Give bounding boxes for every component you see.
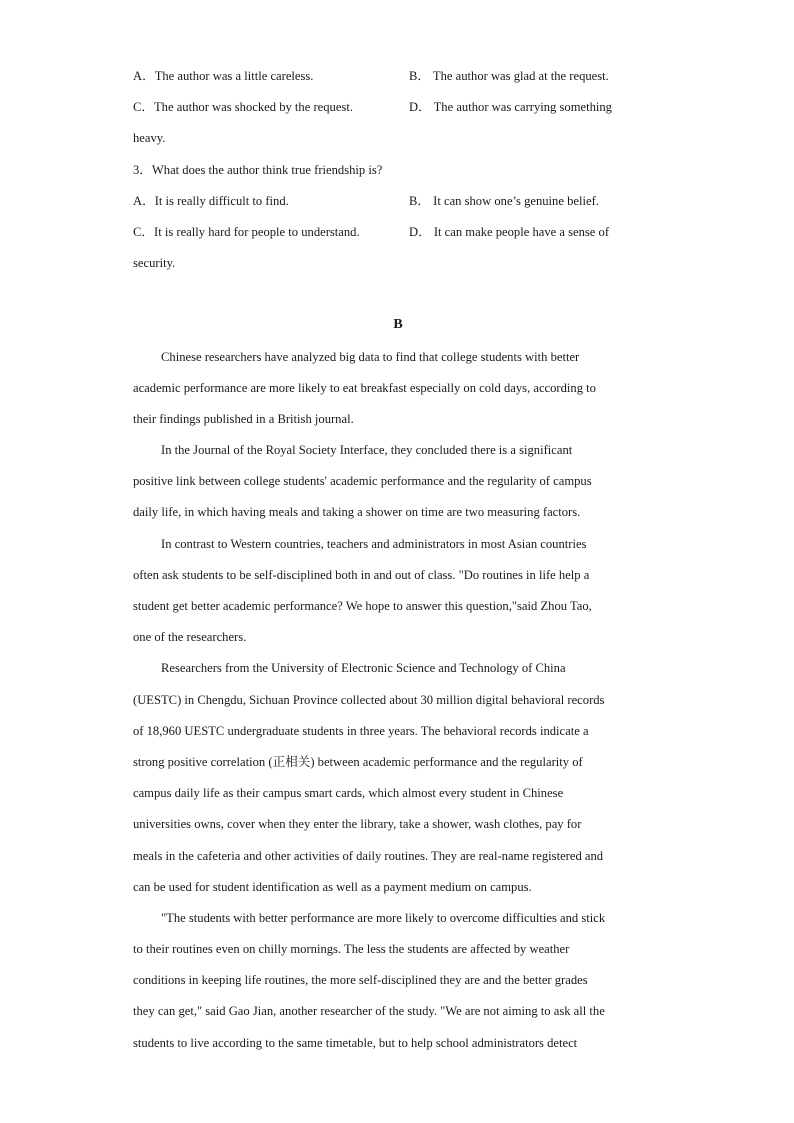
paragraph-1 (133, 345, 663, 439)
paragraph-4 (133, 656, 663, 906)
q2-options-row-1 (133, 64, 663, 95)
paragraph-line: "The students with better performance are more likely to overcome difficulties and stick (161, 910, 606, 925)
q3-option-d: D． It can make people have a sense of (409, 224, 610, 239)
paragraph-line: to their routines even on chilly mornings. The less the students are affected by weather (133, 942, 570, 957)
paragraph-line: daily life, in which having meals and taking a shower on time are two measuring factors. (133, 505, 581, 520)
paragraph-line: meals in the cafeteria and other activities of daily routines. They are real-name registered and (133, 848, 604, 863)
document-page (133, 64, 663, 1062)
q2-option-a: A．The author was a little careless. (133, 69, 314, 83)
paragraph-line: campus daily life as their campus smart cards, which almost every student in Chinese (133, 786, 564, 801)
paragraph-line: positive link between college students' academic performance and the regularity of campus (133, 474, 592, 489)
paragraph-line: often ask students to be self-disciplined both in and out of class. "Do routines in life help a (133, 567, 590, 582)
q2-option-c: C．The author was shocked by the request. (133, 100, 353, 115)
paragraph-line: In the Journal of the Royal Society Interface, they concluded there is a significant (161, 443, 573, 458)
paragraph-2 (133, 438, 663, 532)
paragraph-line: (UESTC) in Chengdu, Sichuan Province collected about 30 million digital behavioral records (133, 692, 605, 707)
paragraph-line: strong positive correlation (正相关) between academic performance and the regularity of (133, 754, 583, 769)
paragraph-line: Chinese researchers have analyzed big data to find that college students with better (161, 349, 580, 364)
paragraph-line: of 18,960 UESTC undergraduate students in three years. The behavioral records indicate a (133, 723, 589, 738)
paragraph-line: Researchers from the University of Electronic Science and Technology of China (161, 661, 566, 676)
paragraph-line: can be used for student identification as well as a payment medium on campus. (133, 879, 532, 894)
paragraph-line: one of the researchers. (133, 630, 247, 645)
q3-option-d-continuation: security. (133, 256, 176, 271)
q2-option-d-continuation: heavy. (133, 131, 166, 146)
paragraph-line: student get better academic performance? We hope to answer this question,"said Zhou Tao, (133, 599, 592, 613)
q2-option-b: B． The author was glad at the request. (409, 69, 609, 83)
q3-option-b: B． It can show one’s genuine belief. (409, 193, 599, 208)
paragraph-line: universities owns, cover when they enter the library, take a shower, wash clothes, pay for (133, 817, 582, 832)
paragraph-line: students to live according to the same timetable, but to help school administrators detect (133, 1035, 578, 1050)
paragraph-5 (133, 906, 663, 1062)
q2-option-d: D． The author was carrying something (409, 100, 612, 115)
section-b-title: B (393, 317, 403, 333)
q3-option-a: A．It is really difficult to find. (133, 193, 289, 208)
q3-option-c: C．It is really hard for people to understand. (133, 224, 360, 239)
q3-question: 3．What does the author think true friendship is? (133, 162, 383, 177)
q3-options-row-1 (133, 189, 663, 220)
q3-options-row-2 (133, 220, 663, 251)
paragraph-3 (133, 532, 663, 657)
paragraph-line: they can get," said Gao Jian, another researcher of the study. "We are not aiming to ask all the (133, 1004, 605, 1019)
paragraph-line: In contrast to Western countries, teachers and administrators in most Asian countries (161, 536, 587, 551)
paragraph-line: their findings published in a British journal. (133, 411, 354, 426)
q2-options-row-2 (133, 95, 663, 126)
paragraph-line: conditions in keeping life routines, the more self-disciplined they are and the better grades (133, 973, 588, 988)
paragraph-line: academic performance are more likely to eat breakfast especially on cold days, according to (133, 380, 596, 395)
